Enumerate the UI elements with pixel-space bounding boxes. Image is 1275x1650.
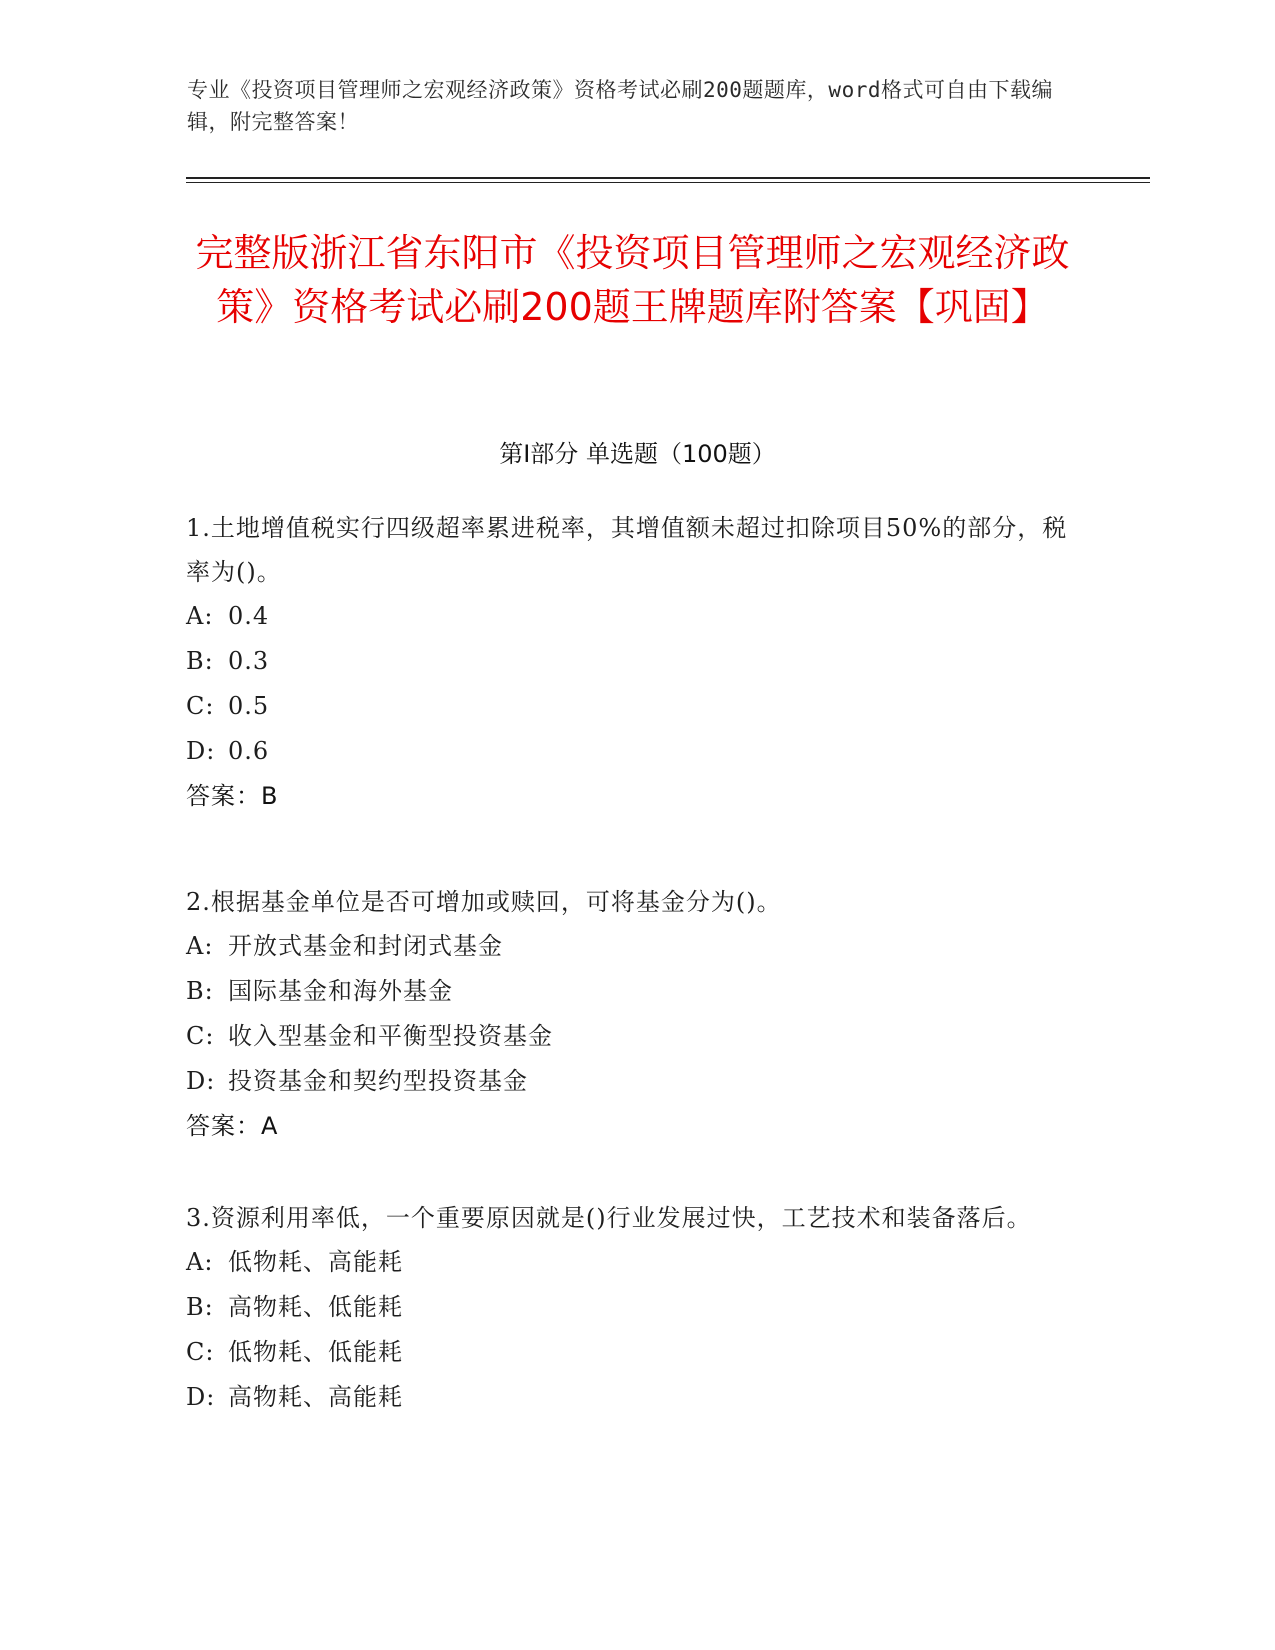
- question-option: [186, 729, 1086, 774]
- option-text: 投资基金和契约型投资基金: [228, 1067, 528, 1095]
- question-answer: 答案：A: [186, 1112, 279, 1140]
- option-text: 收入型基金和平衡型投资基金: [228, 1022, 553, 1050]
- document-title: 完整版浙江省东阳市《投资项目管理师之宏观经济政策》资格考试必刷200题王牌题库附答案【巩固】: [195, 231, 1070, 329]
- section-heading: 第I部分 单选题（100题）: [499, 440, 776, 468]
- question-option: [186, 969, 1086, 1014]
- question-option: [186, 1375, 1086, 1420]
- question-option: [186, 1240, 1086, 1285]
- option-key: A:: [186, 602, 214, 630]
- option-text: 低物耗、高能耗: [228, 1248, 403, 1276]
- option-key: B:: [186, 1293, 214, 1321]
- option-key: C:: [186, 1022, 215, 1050]
- option-text: 开放式基金和封闭式基金: [228, 932, 503, 960]
- option-text: 0.6: [228, 737, 270, 765]
- question-option: [186, 1285, 1086, 1330]
- option-text: 0.5: [228, 692, 270, 720]
- question-stem: 3.资源利用率低，一个重要原因就是()行业发展过快，工艺技术和装备落后。: [186, 1204, 1032, 1232]
- question-answer: 答案：B: [186, 782, 279, 810]
- header-divider-thick: [186, 177, 1150, 179]
- question-option: [186, 684, 1086, 729]
- option-key: C:: [186, 1338, 215, 1366]
- option-key: A:: [186, 932, 214, 960]
- option-key: D:: [186, 1383, 216, 1411]
- question-option: [186, 639, 1086, 684]
- option-key: D:: [186, 737, 216, 765]
- header-note: 专业《投资项目管理师之宏观经济政策》资格考试必刷200题题库，word格式可自由下载编辑，附完整答案！: [187, 78, 1053, 134]
- header-divider-thin: [186, 182, 1150, 183]
- question-option: [186, 1014, 1086, 1059]
- question-2: [186, 880, 1086, 1149]
- question-option: [186, 924, 1086, 969]
- option-text: 国际基金和海外基金: [228, 977, 453, 1005]
- option-text: 0.4: [228, 602, 270, 630]
- option-key: A:: [186, 1248, 214, 1276]
- question-option: [186, 1330, 1086, 1375]
- option-text: 低物耗、低能耗: [228, 1338, 403, 1366]
- option-text: 0.3: [228, 647, 270, 675]
- option-key: C:: [186, 692, 215, 720]
- question-stem: 2.根据基金单位是否可增加或赎回，可将基金分为()。: [186, 888, 782, 916]
- option-key: B:: [186, 647, 214, 675]
- option-text: 高物耗、高能耗: [228, 1383, 403, 1411]
- question-1: [186, 506, 1086, 819]
- question-option: [186, 1059, 1086, 1104]
- question-option: [186, 594, 1086, 639]
- option-text: 高物耗、低能耗: [228, 1293, 403, 1321]
- option-key: D:: [186, 1067, 216, 1095]
- option-key: B:: [186, 977, 214, 1005]
- question-stem: 1.土地增值税实行四级超率累进税率，其增值额未超过扣除项目50%的部分，税率为()。: [186, 514, 1068, 586]
- question-3: [186, 1196, 1086, 1420]
